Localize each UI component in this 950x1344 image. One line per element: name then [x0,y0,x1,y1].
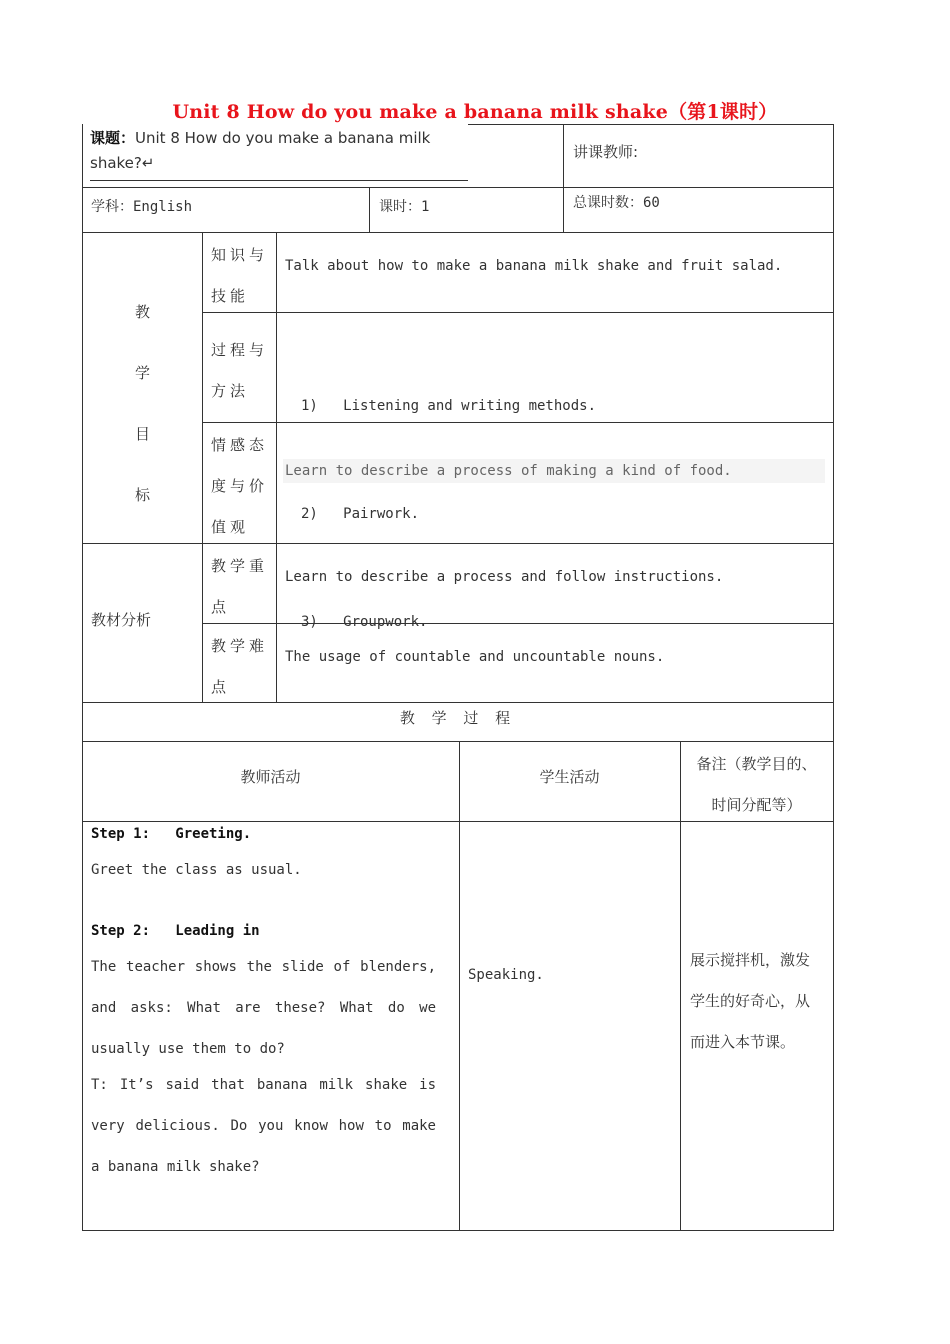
table-rule [202,312,834,313]
teacher-line: T: It’s said that banana milk shake is [91,1077,436,1093]
list-item: 3) Groupwork. [301,614,428,630]
objectives-label-char: 标 [135,486,151,504]
periods-field: 课时：1 [379,199,430,215]
table-rule [82,187,834,188]
knowledge-label [211,235,268,317]
col-notes-header-line: 备注（教学目的、 [696,755,817,773]
process-label-line: 方法 [211,382,250,400]
teacher-line: a banana milk shake? [91,1159,260,1175]
process-label-line: 过程与 [211,341,269,359]
table-rule [369,187,370,232]
emotion-label-line: 值观 [211,518,250,536]
student-activity: Speaking. [468,967,544,983]
difficulty-label-line: 教学难 [211,637,269,655]
notes-line: 学生的好奇心，从 [690,992,811,1010]
col-notes-header-line: 时间分配等） [711,796,802,814]
table-rule [459,741,460,1230]
knowledge-label-line: 知识与 [211,246,269,264]
list-item: 2) Pairwork. [301,506,420,522]
process-table-title: 教 学 过 程 [399,709,517,727]
emotion-content: Learn to describe a process of making a kind of food. [283,459,825,483]
col-notes-header [680,744,833,826]
notes-line: 而进入本节课。 [690,1033,796,1051]
topic-label: 课题： [90,129,136,147]
table-rule [82,232,834,233]
table-rule [563,124,564,232]
key-point-label-line: 教学重 [211,557,269,575]
difficulty-label [211,626,268,708]
teacher-line: usually use them to do? [91,1041,285,1057]
table-border-left [82,124,83,1230]
key-point-label [211,546,268,628]
topic-value: Unit 8 How do you make a banana milk [135,129,431,147]
notes-content [690,940,810,1063]
difficulty-content: The usage of countable and uncountable nouns. [285,649,665,665]
table-rule [82,1230,834,1231]
table-border-right [833,124,834,1230]
teacher-line: The teacher shows the slide of blenders, [91,959,436,975]
topic-value-continued: shake?↵ [90,154,155,172]
objectives-label-char: 目 [135,425,151,443]
table-rule [82,702,834,703]
emotion-label-line: 度与价 [211,477,269,495]
analysis-label: 教材分析 [91,611,152,629]
notes-line: 展示搅拌机，激发 [690,951,811,969]
emotion-label-line: 情感态 [211,436,269,454]
document-title: Unit 8 How do you make a banana milk shake（第1课时） [172,101,778,123]
difficulty-label-line: 点 [211,678,231,696]
emotion-label [211,425,268,548]
step2-heading: Step 2: Leading in [91,923,260,939]
objectives-label-char: 教 [135,303,151,321]
table-rule [202,232,203,702]
teacher-line: very delicious. Do you know how to make [91,1118,436,1134]
knowledge-label-line: 技能 [211,287,250,305]
process-label [211,330,268,412]
table-rule [468,124,834,125]
col-teacher-header: 教师活动 [240,768,301,786]
subject-field: 学科：English [91,199,193,215]
table-rule [276,232,277,702]
list-item: 1) Listening and writing methods. [301,398,597,414]
key-point-content: Learn to describe a process and follow instructions. [285,569,724,585]
teacher-label: 讲课教师: [573,143,639,161]
knowledge-content: Talk about how to make a banana milk shake and fruit salad. [285,258,783,274]
teacher-line: Greet the class as usual. [91,862,302,878]
table-rule [82,741,834,742]
teacher-line: and asks: What are these? What do we [91,1000,436,1016]
topic-cell [90,126,468,181]
total-periods-field: 总课时数：60 [573,195,660,211]
objectives-label-char: 学 [135,364,151,382]
process-list [301,316,596,676]
step1-heading: Step 1: Greeting. [91,826,252,842]
col-student-header: 学生活动 [539,768,600,786]
key-point-label-line: 点 [211,598,231,616]
